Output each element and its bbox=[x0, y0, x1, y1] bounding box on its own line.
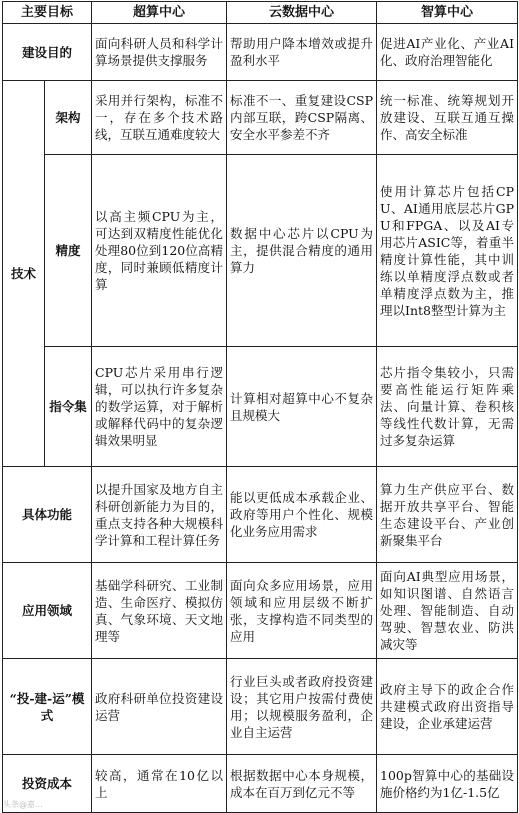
cell-precision-ai: 使用计算芯片包括CPU、AI通用底层芯片GPU和FPGA、以及AI专用芯片ASIC等，着重半精度计算性能，其中训练以单精度浮点数或者单精度浮点数为主，推理以Int8整型计算为主 bbox=[377, 155, 518, 347]
header-main-goal: 主要目标 bbox=[3, 2, 92, 24]
cell-cost-ai: 100p智算中心的基础设施价格约为1亿-1.5亿 bbox=[377, 755, 518, 813]
sub-label-precision: 精度 bbox=[45, 155, 92, 347]
row-tech-precision bbox=[3, 155, 518, 347]
cell-precision-super: 以高主频CPU为主，可达到双精度性能优化处理80位到120位高精度，同时兼顾低精度计算 bbox=[92, 155, 227, 347]
comparison-table bbox=[2, 1, 518, 813]
cell-arch-cloud: 标准不一、重复建设CSP内部互联，跨CSP隔离、安全水平参差不齐 bbox=[227, 81, 377, 155]
row-tech-arch bbox=[3, 81, 518, 155]
cell-func-super: 以提升国家及地方自主科研创新能力为目的，重点支持各种大规模科学计算和工程计算任务 bbox=[92, 467, 227, 563]
cell-instr-cloud: 计算相对超算中心不复杂且规模大 bbox=[227, 347, 377, 467]
row-model bbox=[3, 659, 518, 755]
header-ai-computing: 智算中心 bbox=[377, 2, 518, 24]
cell-model-ai: 政府主导下的政企合作共建模式政府出资指导建设，企业承建运营 bbox=[377, 659, 518, 755]
row-label-model: “投-建-运”模式 bbox=[3, 659, 92, 755]
cell-func-ai: 算力生产供应平台、数据开放共享平台、智能生态建设平台、产业创新聚集平台 bbox=[377, 467, 518, 563]
cell-instr-ai: 芯片指令集较小，只需要高性能运行矩阵乘法、向量计算、卷积核等线性代数计算，无需过多复杂运算 bbox=[377, 347, 518, 467]
header-supercomputing: 超算中心 bbox=[92, 2, 227, 24]
cell-goal-cloud: 帮助用户降本增效或提升盈利水平 bbox=[227, 24, 377, 81]
row-func bbox=[3, 467, 518, 563]
row-goal bbox=[3, 24, 518, 81]
row-label-app: 应用领域 bbox=[3, 563, 92, 659]
cell-goal-super: 面向科研人员和科学计算场景提供支撑服务 bbox=[92, 24, 227, 81]
cell-model-super: 政府科研单位投资建设运营 bbox=[92, 659, 227, 755]
sub-label-instr: 指令集 bbox=[45, 347, 92, 467]
row-tech-instr bbox=[3, 347, 518, 467]
row-label-goal: 建设目的 bbox=[3, 24, 92, 81]
cell-arch-super: 采用并行架构，标准不一，存在多个技术路线，互联互通难度较大 bbox=[92, 81, 227, 155]
cell-app-ai: 面向AI典型应用场景，如知识图谱、自然语言处理、智能制造、自动驾驶、智慧农业、防洪减灾等 bbox=[377, 563, 518, 659]
cell-func-cloud: 能以更低成本承载企业、政府等用户个性化、规模化业务应用需求 bbox=[227, 467, 377, 563]
row-label-cost: 投资成本 bbox=[3, 755, 92, 813]
sub-label-arch: 架构 bbox=[45, 81, 92, 155]
watermark: 头条@嘉... bbox=[3, 800, 43, 809]
cell-goal-ai: 促进AI产业化、产业AI化、政府治理智能化 bbox=[377, 24, 518, 81]
row-label-func: 具体功能 bbox=[3, 467, 92, 563]
header-cloud-datacenter: 云数据中心 bbox=[227, 2, 377, 24]
row-app bbox=[3, 563, 518, 659]
cell-arch-ai: 统一标准、统筹规划开放建设、互联互通互操作、高安全标准 bbox=[377, 81, 518, 155]
cell-cost-super: 较高，通常在10亿以上 bbox=[92, 755, 227, 813]
row-label-tech: 技术 bbox=[3, 81, 45, 467]
cell-app-cloud: 面向众多应用场景，应用领域和应用层级不断扩张，支撑构造不同类型的应用 bbox=[227, 563, 377, 659]
row-cost bbox=[3, 755, 518, 813]
cell-model-cloud: 行业巨头或者政府投资建设；其它用户按需付费使用；以规模服务盈利，企业自主运营 bbox=[227, 659, 377, 755]
header-row bbox=[3, 2, 518, 24]
cell-instr-super: CPU芯片采用串行逻辑，可以执行许多复杂的数学运算，对于解析或解释代码中的复杂逻辑效果明显 bbox=[92, 347, 227, 467]
cell-app-super: 基础学科研究、工业制造、生命医疗、模拟仿真、气象环境、天文地理等 bbox=[92, 563, 227, 659]
cell-cost-cloud: 根据数据中心本身规模，成本在百万到亿元不等 bbox=[227, 755, 377, 813]
cell-precision-cloud: 数据中心芯片以CPU为主，提供混合精度的通用算力 bbox=[227, 155, 377, 347]
